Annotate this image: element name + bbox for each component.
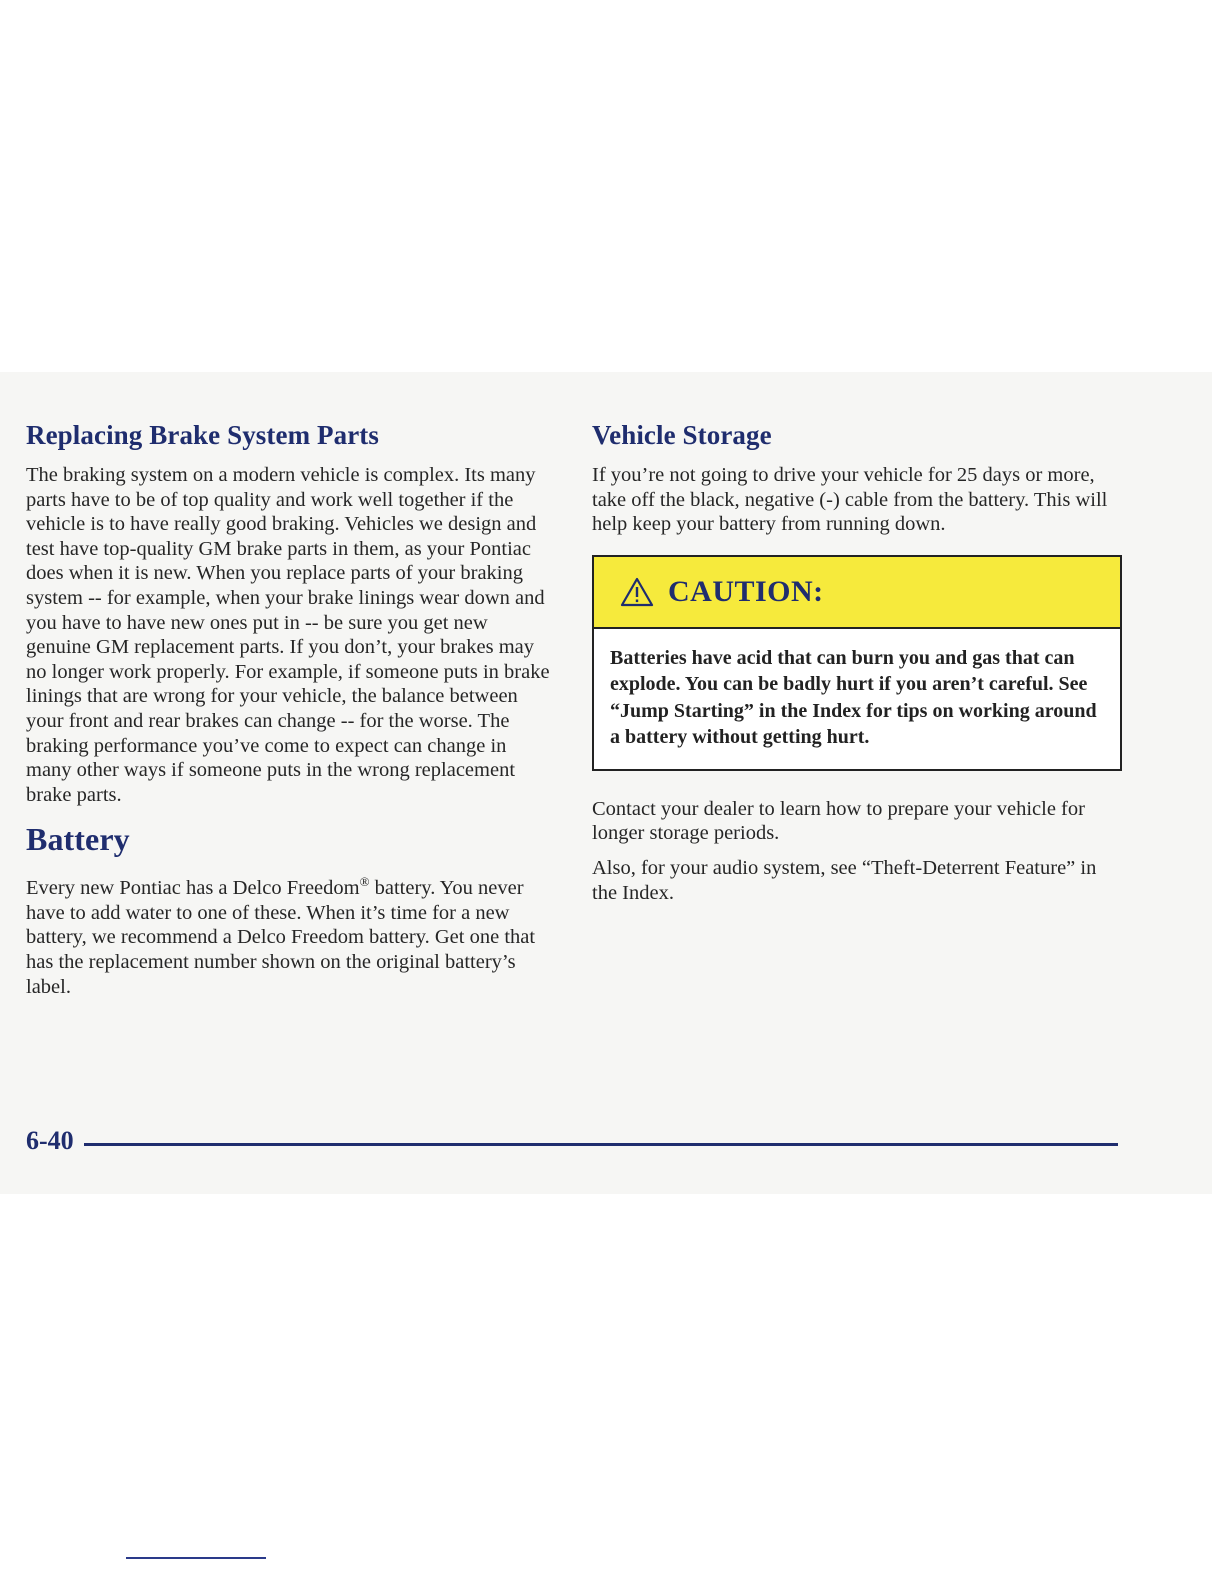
battery-text-end: battery. You never have to add water to one of these. When it’s time for a new battery, we recommend a Delco Freedom battery. Get one that has the replacement number shown on the original battery’s label. [26, 877, 536, 998]
battery-text-start: Every new Pontiac has a Delco Freedom [26, 877, 360, 900]
storage-dealer-paragraph: Contact your dealer to learn how to prepare your vehicle for longer storage periods. [592, 797, 1085, 845]
caution-box [592, 555, 1122, 771]
page-number: 6-40 [26, 1126, 74, 1155]
brake-parts-heading: Replacing Brake System Parts [26, 420, 380, 450]
caution-text: Batteries have acid that can burn you and gas that can explode. You can be badly hurt if you aren’t careful. See “Jump Starting” in the Index for tips on working around a battery without getting hurt. [610, 646, 1097, 749]
footer-rule [84, 1143, 1118, 1146]
vehicle-storage-heading: Vehicle Storage [592, 420, 772, 450]
bottom-rule [126, 1557, 266, 1559]
warning-triangle-icon [620, 577, 654, 607]
right-column [592, 420, 1122, 915]
battery-paragraph [26, 870, 556, 999]
caution-header [594, 557, 1120, 629]
caution-label: CAUTION: [668, 574, 824, 608]
left-column [26, 420, 556, 1009]
registered-mark: ® [359, 874, 370, 890]
brake-parts-paragraph: The braking system on a modern vehicle is complex. Its many parts have to be of top quality and work well together if the vehicle is to have really good braking. Vehicles we design and test have top-quality GM brake parts in them, as your Pontiac does when it is new. When you replace parts of your braking system -- for example, when your brake linings wear down and you have to have new ones put in -- be sure you get new genuine GM replacement parts. If you don’t, your brakes may no longer work properly. For example, if someone puts in brake linings that are wrong for your vehicle, the balance between your front and rear brakes can change -- for the worse. The braking performance you’ve come to expect can change in many other ways if someone puts in the wrong replacement brake parts. [26, 464, 550, 806]
audio-system-paragraph: Also, for your audio system, see “Theft-Deterrent Feature” in the Index. [592, 856, 1097, 904]
vehicle-storage-paragraph: If you’re not going to drive your vehicle for 25 days or more, take off the black, negative (-) cable from the battery. This will help keep your battery from running down. [592, 464, 1108, 536]
battery-heading: Battery [26, 821, 130, 858]
page-footer [26, 1124, 1118, 1158]
